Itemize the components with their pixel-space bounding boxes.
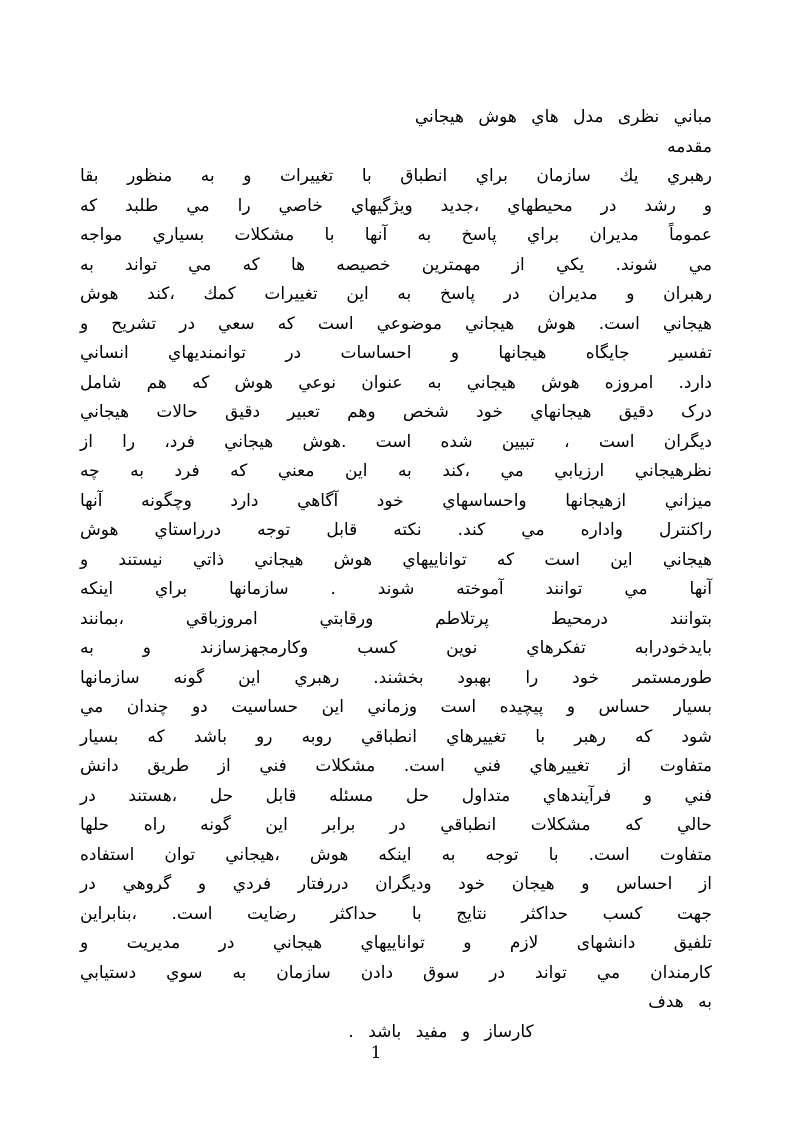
body-line: آنها مي توانند آموخته شوند . سازمانها براي اينكه bbox=[80, 579, 712, 599]
body-line: عموماً مديران براي پاسخ به آنها با مشكلات بسياري مواجه bbox=[80, 225, 712, 245]
body-line: ميزاني ازهيجانها واحساسهاي خود آگاهي دارد وچگونه آنها bbox=[80, 490, 712, 511]
document-title: مباني نظری مدل هاي هوش هيجاني bbox=[414, 107, 712, 127]
body-line: بايدخودرابه تفكرهاي نوين كسب وكارمجهزسازند و به bbox=[80, 638, 712, 658]
body-line: هيجاني اين است كه تواناييهاي هوش هيجاني ذاتي نيستند و bbox=[80, 549, 712, 570]
body-line: به هدف bbox=[648, 992, 712, 1012]
body-line: تفسير جايگاه هيجانها و احساسات در توانمنديهاي انساني bbox=[80, 343, 712, 363]
section-heading: مقدمه bbox=[667, 136, 712, 157]
body-line: رهبري يك سازمان براي انطباق با تغييرات و به منظور بقا bbox=[80, 166, 712, 186]
body-line: نظرهيجاني ارزيابي مي ،كند به اين معني كه فرد به چه bbox=[80, 461, 712, 481]
body-line: مي شوند. يكي از مهمترين خصيصه ها كه مي تواند به bbox=[80, 254, 712, 275]
body-line: هيجاني است. هوش هيجاني موضوعي است كه سعي در تشريح و bbox=[80, 313, 712, 334]
body-line: متفاوت از تغييرهاي فني است. مشكلات فني از طريق دانش bbox=[80, 756, 712, 776]
body-line: دارد. امروزه هوش هيجاني به عنوان نوعي هوش كه هم شامل bbox=[80, 372, 712, 393]
body-line: تلفيق دانشهای لازم و تواناييهاي هيجاني در مديريت و bbox=[80, 933, 712, 953]
closing-line: كارساز و مفيد باشد . bbox=[348, 1021, 534, 1042]
body-line: كارمندان مي تواند در سوق دادن سازمان به سوي دستيابي bbox=[80, 962, 712, 983]
document-text bbox=[80, 103, 712, 1047]
paragraph bbox=[80, 162, 712, 1018]
body-line: راكنترل واداره مي كند. نكته قابل توجه درراستاي هوش bbox=[80, 520, 712, 540]
body-line: فني و فرآيندهاي متداول حل مسئله قابل حل ،هستند در bbox=[80, 785, 712, 806]
body-line: درک دقيق هيجانهاي خود شخص وهم تعبير دقيق حالات هيجاني bbox=[80, 402, 712, 422]
body-line: طورمستمر خود را بهبود بخشند. رهبري اين گونه سازمانها bbox=[80, 667, 712, 688]
body-line: بتوانند درمحيط پرتلاطم ورقابتي امروزباقي ،بمانند bbox=[80, 608, 712, 629]
page-number: 1 bbox=[370, 1043, 382, 1063]
body-line: از احساس و هيجان خود وديگران دررفتار فردي و گروهي در bbox=[80, 874, 712, 894]
body-line: و رشد در محيطهاي ،جديد ويژگيهاي خاصي را مي طلبد كه bbox=[80, 195, 712, 216]
body-line: جهت كسب حداكثر نتايج با حداكثر رضايت است. ،بنابراين bbox=[80, 903, 712, 924]
body-line: حالي كه مشكلات انطباقي در برابر اين گونه راه حلها bbox=[80, 815, 712, 835]
body-line: رهبران و مديران در پاسخ به اين تغييرات كمك ،كند هوش bbox=[80, 284, 712, 304]
body-line: متفاوت است. با توجه به اينكه هوش ،هيجاني توان استفاده bbox=[80, 844, 712, 865]
body-line: شود كه رهبر با تغييرهاي انطباقي روبه رو باشد كه بسيار bbox=[80, 726, 712, 747]
body-line: بسيار حساس و پيچيده است وزماني اين حساسيت دو چندان مي bbox=[80, 697, 712, 717]
body-line: ديگران است ، تبيين شده است .هوش هيجاني فرد، را از bbox=[80, 431, 712, 452]
